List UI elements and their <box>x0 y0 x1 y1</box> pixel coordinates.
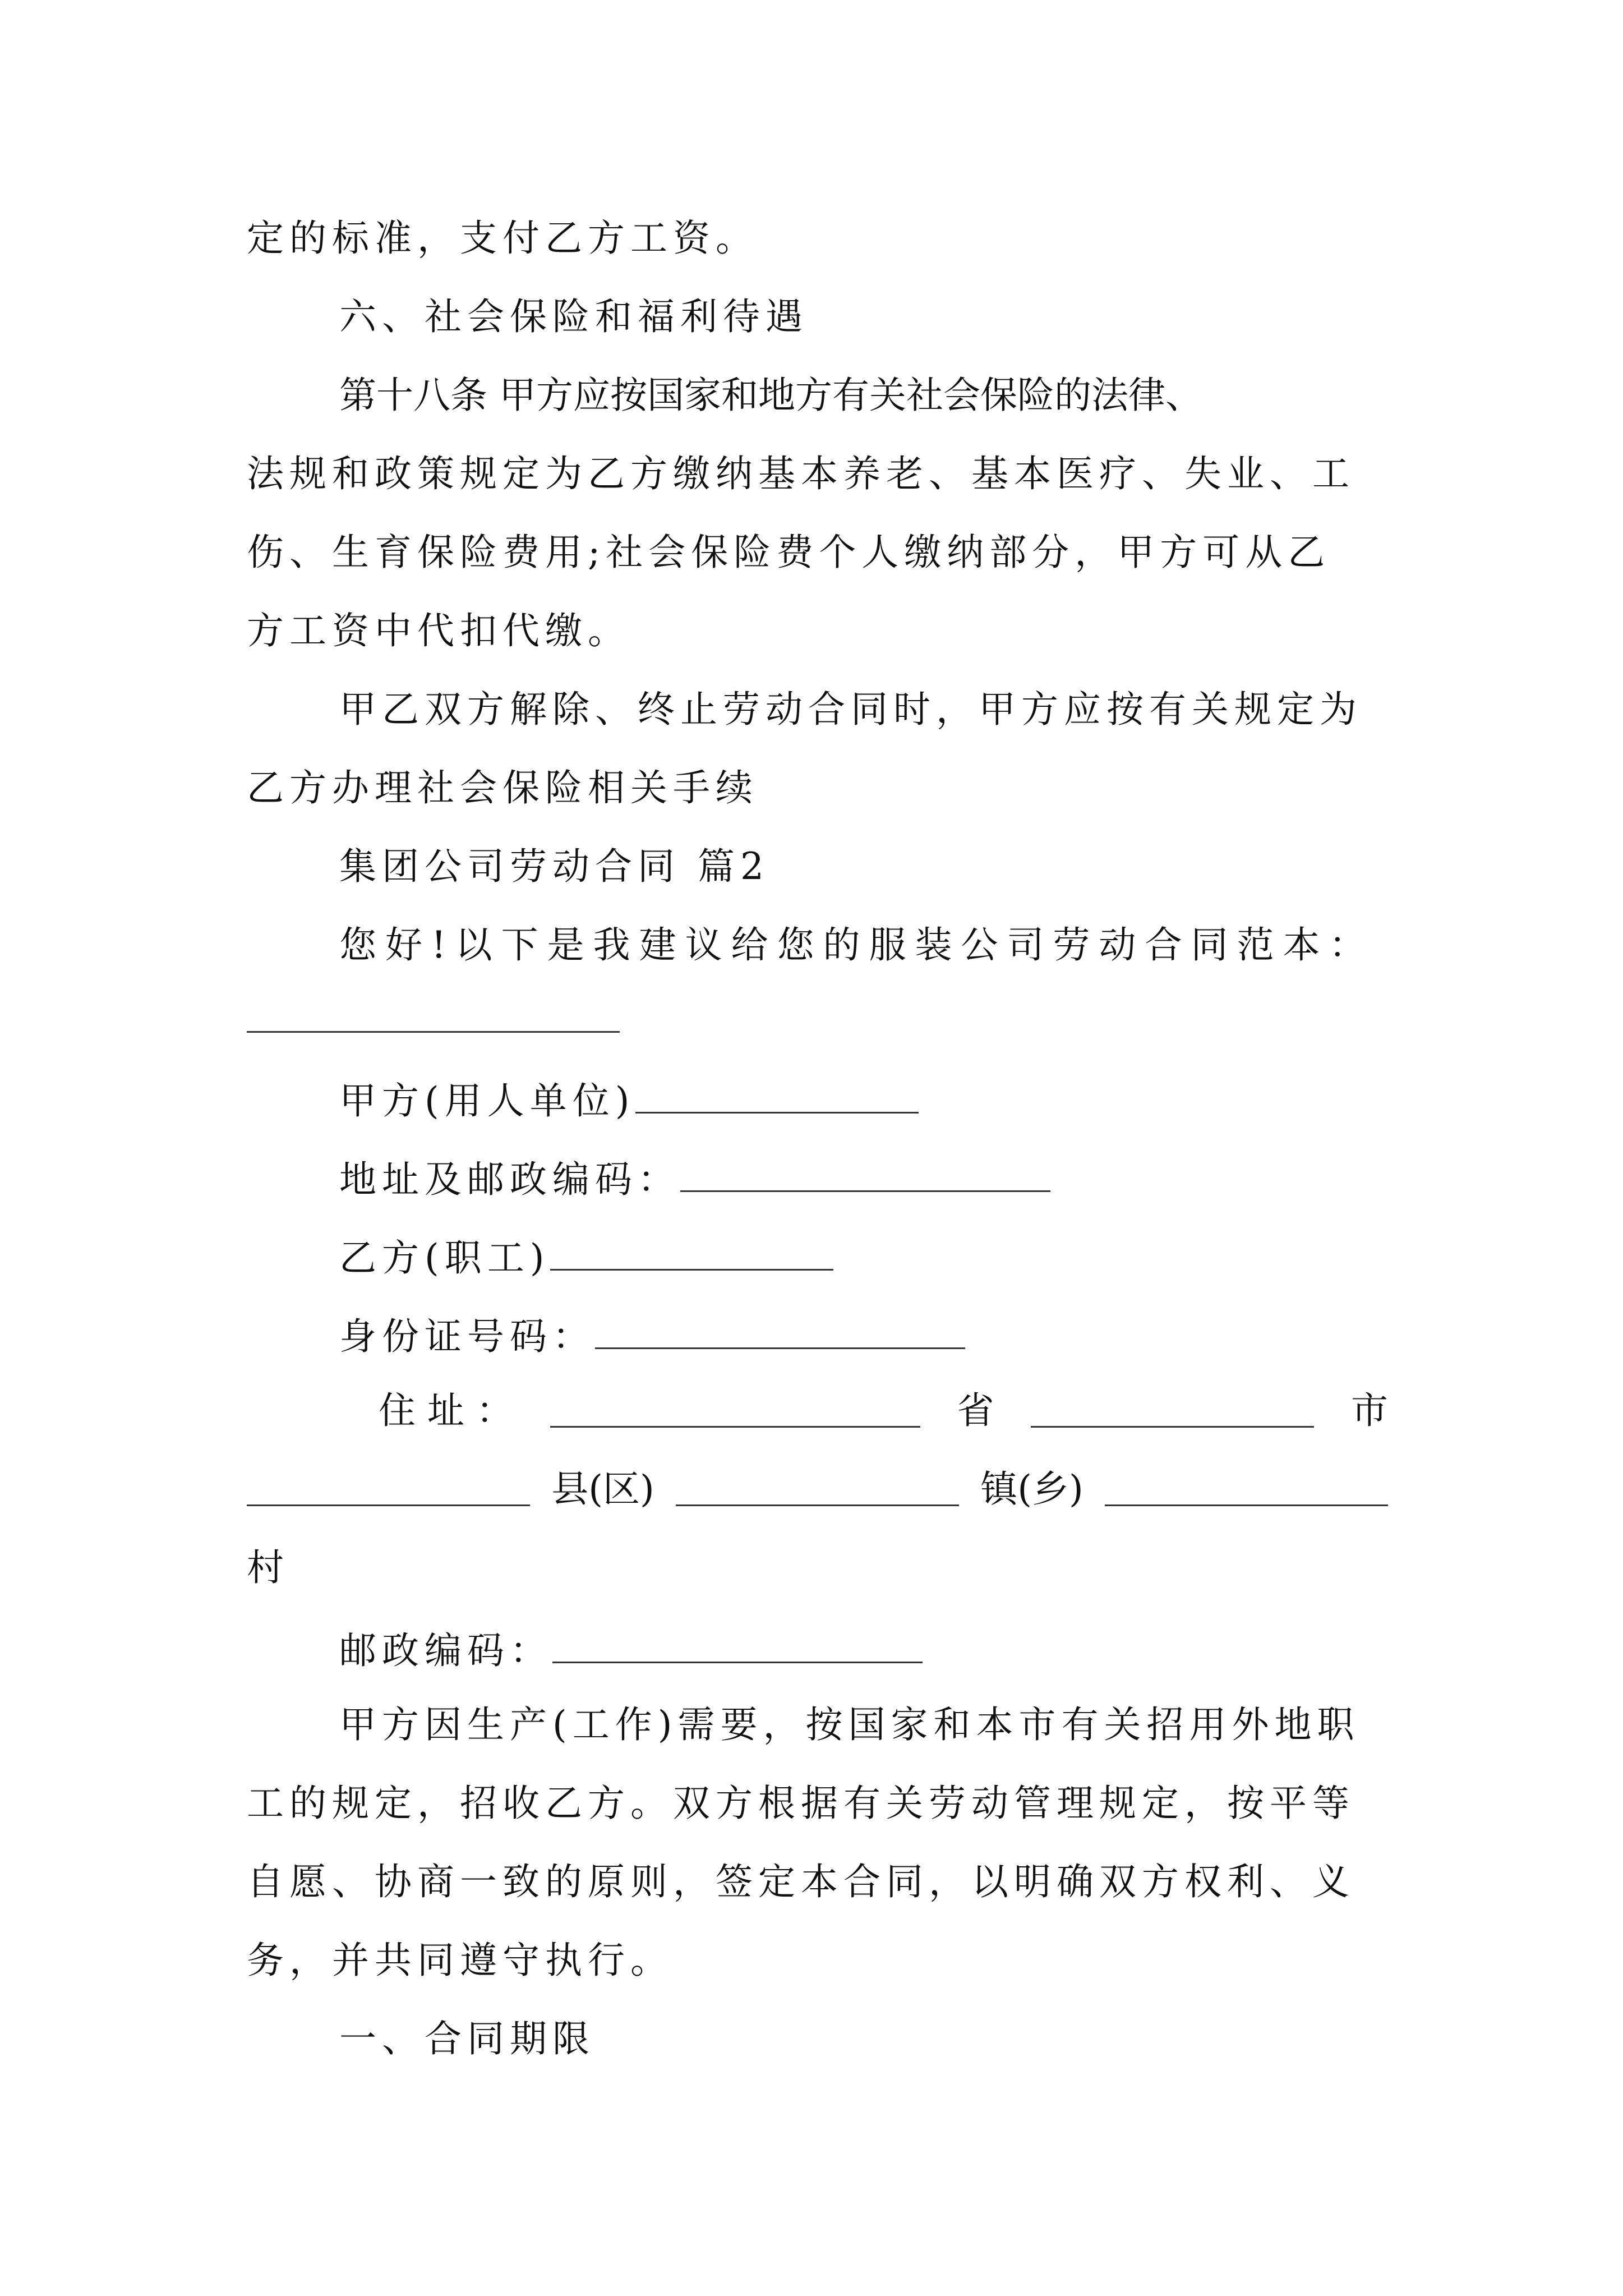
paragraph-line: 法规和政策规定为乙方缴纳基本养老、基本医疗、失业、工 <box>247 452 1355 495</box>
blank-line <box>595 1314 965 1349</box>
paragraph-line: 伤、生育保险费用;社会保险费个人缴纳部分，甲方可从乙 <box>247 531 1331 574</box>
form-field-id <box>339 1314 965 1358</box>
blank-line <box>1031 1392 1314 1428</box>
section-heading: 一、合同期限 <box>339 2017 595 2060</box>
blank-line <box>635 1078 919 1114</box>
blank-line <box>680 1157 1050 1192</box>
paragraph-line: 定的标准，支付乙方工资。 <box>247 217 758 260</box>
form-field-party-b <box>339 1235 833 1280</box>
paragraph-line: 第十八条 甲方应按国家和地方有关社会保险的法律、 <box>339 374 1202 417</box>
article-title: 集团公司劳动合同 篇2 <box>339 845 769 888</box>
form-field-postcode <box>339 1628 923 1672</box>
paragraph-line: 工的规定，招收乙方。双方根据有关劳动管理规定，按平等 <box>247 1782 1355 1825</box>
blank-line <box>550 1392 920 1428</box>
blank-line <box>676 1471 959 1506</box>
province-label: 省 <box>957 1389 994 1432</box>
town-label: 镇(乡) <box>980 1467 1083 1511</box>
county-label: 县(区) <box>551 1467 654 1511</box>
form-field-residence <box>379 1389 1388 1432</box>
field-label: 甲方(用人单位) <box>339 1079 635 1122</box>
field-label: 住 址 ： <box>379 1389 513 1432</box>
form-field-county-town <box>247 1467 1388 1511</box>
village-label: 村 <box>247 1546 289 1589</box>
paragraph-line: 甲乙双方解除、终止劳动合同时，甲方应按有关规定为 <box>339 688 1362 731</box>
field-label: 邮政编码： <box>339 1629 552 1672</box>
paragraph-line: 自愿、协商一致的原则，签定本合同，以明确双方权利、义 <box>247 1860 1355 1903</box>
paragraph-line: 甲方因生产(工作)需要，按国家和本市有关招用外地职 <box>339 1703 1360 1746</box>
city-label: 市 <box>1350 1389 1388 1432</box>
form-field-party-a <box>339 1078 919 1120</box>
blank-line <box>1105 1471 1388 1506</box>
paragraph-line: 乙方办理社会保险相关手续 <box>247 766 758 809</box>
form-field-address <box>339 1157 1050 1201</box>
paragraph-line: 您好!以下是我建议给您的服装公司劳动合同范本： <box>339 923 1375 967</box>
blank-rule <box>247 1031 620 1033</box>
blank-line <box>552 1628 923 1663</box>
blank-line <box>247 1471 530 1506</box>
field-label: 乙方(职工) <box>339 1236 550 1280</box>
field-label: 地址及邮政编码： <box>339 1158 680 1201</box>
blank-line <box>550 1235 833 1271</box>
field-label: 身份证号码： <box>339 1315 595 1358</box>
section-heading: 六、社会保险和福利待遇 <box>339 295 808 338</box>
paragraph-line: 务，并共同遵守执行。 <box>247 1939 673 1982</box>
paragraph-line: 方工资中代扣代缴。 <box>247 609 630 652</box>
